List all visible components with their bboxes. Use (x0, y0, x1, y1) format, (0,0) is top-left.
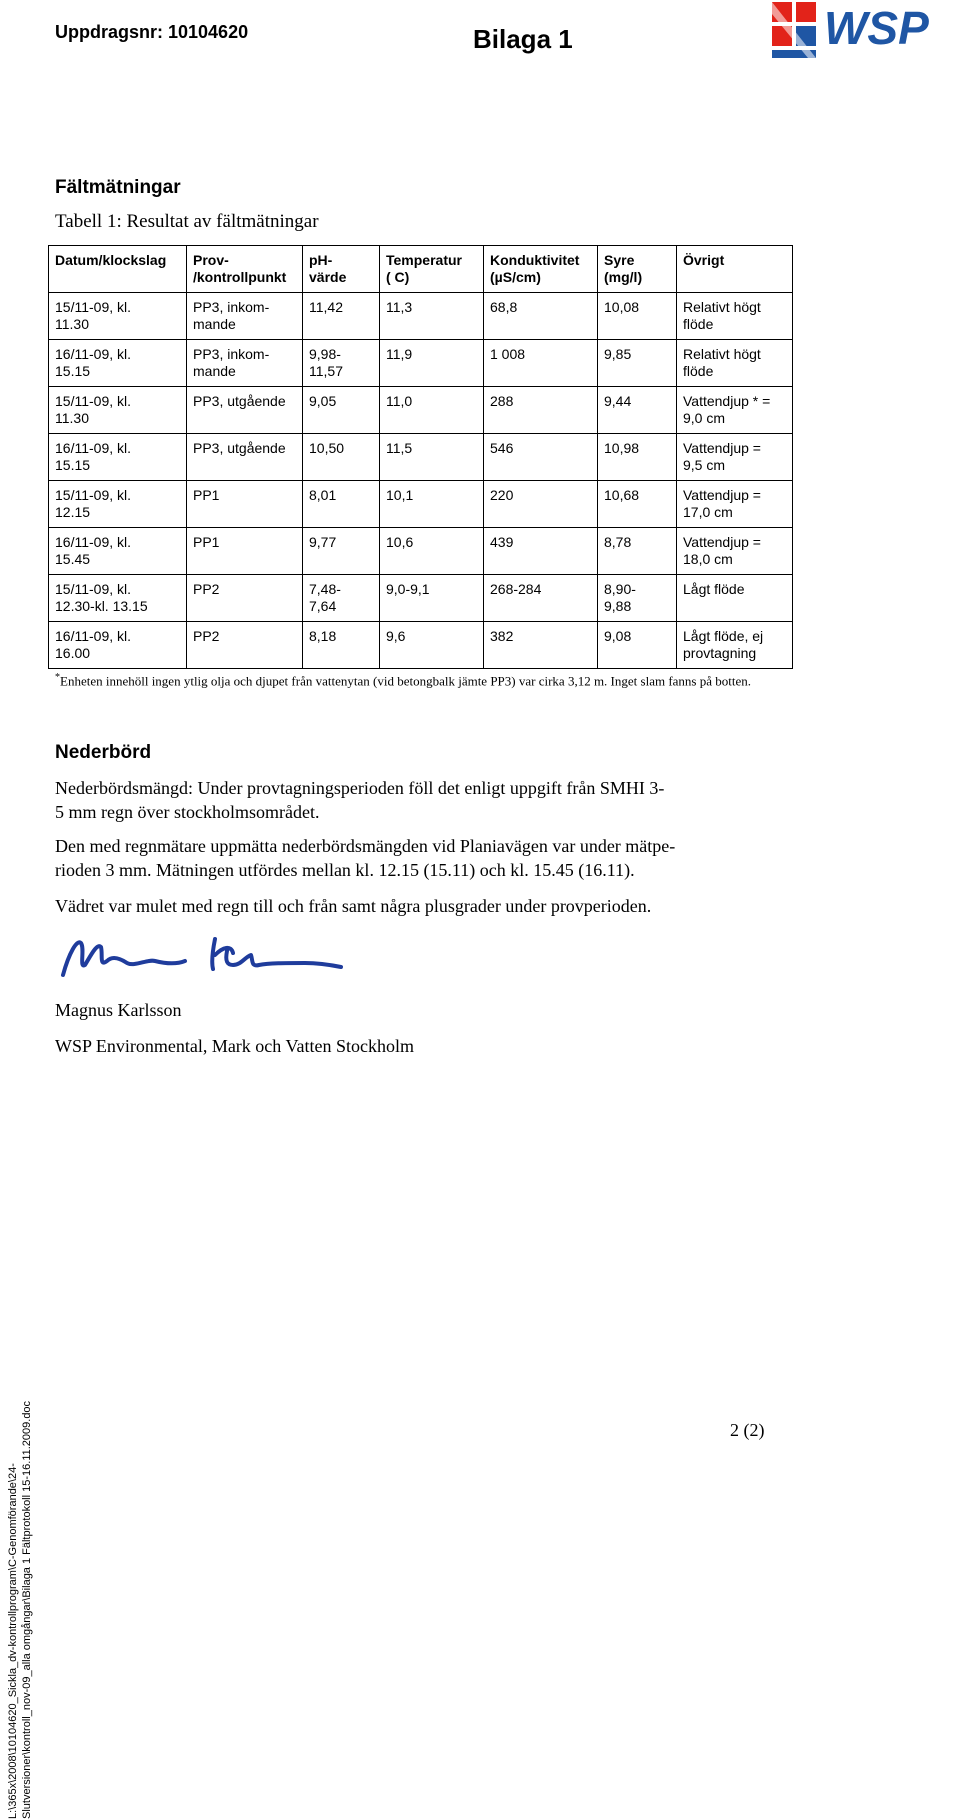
cell-sample-point: PP2 (187, 575, 303, 622)
paragraph-precipitation-amount: Nederbördsmängd: Under provtagningsperioden föll det enligt uppgift från SMHI 3- 5 mm regn över stockholmsområdet. (55, 778, 665, 822)
cell-oxygen: 9,85 (598, 340, 677, 387)
logo-text: WSP (824, 2, 929, 54)
cell-sample-point: PP3, utgående (187, 387, 303, 434)
table-row (49, 481, 793, 528)
col-header-temperature: Temperatur ( C) (380, 246, 484, 293)
cell-temperature: 9,6 (380, 622, 484, 669)
cell-conductivity: 68,8 (484, 293, 598, 340)
assignment-number: Uppdragsnr: 10104620 (55, 22, 249, 42)
cell-sample-point: PP1 (187, 481, 303, 528)
footnote (55, 668, 775, 690)
cell-temperature: 11,9 (380, 340, 484, 387)
col-header-date: Datum/klockslag (49, 246, 187, 293)
table-row (49, 622, 793, 669)
cell-temperature: 11,5 (380, 434, 484, 481)
cell-ph: 10,50 (303, 434, 380, 481)
table-row (49, 340, 793, 387)
table-row (49, 387, 793, 434)
cell-oxygen: 10,98 (598, 434, 677, 481)
cell-conductivity: 546 (484, 434, 598, 481)
precipitation-title: Nederbörd (55, 742, 152, 763)
cell-sample-point: PP3, inkom- mande (187, 293, 303, 340)
cell-oxygen: 8,78 (598, 528, 677, 575)
cell-ph: 8,01 (303, 481, 380, 528)
cell-date: 15/11-09, kl. 12.30-kl. 13.15 (49, 575, 187, 622)
cell-other: Lågt flöde, ej provtagning (677, 622, 793, 669)
page-number: 2 (2) (730, 1420, 765, 1440)
signatory-organization: WSP Environmental, Mark och Vatten Stockholm (55, 1036, 414, 1056)
signatory-name: Magnus Karlsson (55, 1000, 182, 1020)
cell-other: Relativt högt flöde (677, 293, 793, 340)
cell-date: 15/11-09, kl. 11.30 (49, 387, 187, 434)
col-header-other: Övrigt (677, 246, 793, 293)
cell-ph: 8,18 (303, 622, 380, 669)
cell-temperature: 11,0 (380, 387, 484, 434)
handwritten-signature (55, 925, 355, 985)
cell-conductivity: 268-284 (484, 575, 598, 622)
paragraph-rain-gauge: Den med regnmätare uppmätta nederbördsmängden vid Planiavägen var under mätpe- rioden 3 mm. Mätningen utfördes mellan kl. 12.15 (15.11) och kl. 15.45 (16.11). (55, 836, 676, 880)
cell-conductivity: 220 (484, 481, 598, 528)
section-title: Fältmätningar (55, 177, 181, 198)
cell-sample-point: PP1 (187, 528, 303, 575)
cell-date: 15/11-09, kl. 12.15 (49, 481, 187, 528)
cell-date: 16/11-09, kl. 15.15 (49, 340, 187, 387)
cell-other: Vattendjup = 17,0 cm (677, 481, 793, 528)
col-header-ph: pH- värde (303, 246, 380, 293)
cell-temperature: 10,1 (380, 481, 484, 528)
cell-date: 16/11-09, kl. 15.15 (49, 434, 187, 481)
wsp-logo (770, 0, 958, 60)
results-table (48, 245, 793, 669)
cell-conductivity: 1 008 (484, 340, 598, 387)
cell-temperature: 10,6 (380, 528, 484, 575)
document-file-path: L:\365x\2008\10104620_Sickla_dv-kontrollprogram\C-Genomförande\24- Slutversioner\kontroll_nov-09_alla omgångar\Bilaga 1 Fältprotokoll 15-16.11.2009.doc (7, 1400, 33, 1819)
col-header-oxygen: Syre (mg/l) (598, 246, 677, 293)
cell-temperature: 11,3 (380, 293, 484, 340)
cell-sample-point: PP2 (187, 622, 303, 669)
cell-conductivity: 288 (484, 387, 598, 434)
cell-oxygen: 10,08 (598, 293, 677, 340)
cell-conductivity: 439 (484, 528, 598, 575)
cell-other: Vattendjup = 18,0 cm (677, 528, 793, 575)
cell-ph: 9,98- 11,57 (303, 340, 380, 387)
footnote-marker: * (55, 672, 60, 683)
cell-ph: 11,42 (303, 293, 380, 340)
logo-mark-icon (772, 2, 816, 58)
footnote-text: Enheten innehöll ingen ytlig olja och djupet från vattenytan (vid betongbalk jämte PP3) var cirka 3,12 m. Inget slam fanns på botten. (60, 673, 751, 689)
cell-ph: 9,77 (303, 528, 380, 575)
col-header-sample-point: Prov- /kontrollpunkt (187, 246, 303, 293)
cell-oxygen: 8,90- 9,88 (598, 575, 677, 622)
cell-other: Relativt högt flöde (677, 340, 793, 387)
cell-temperature: 9,0-9,1 (380, 575, 484, 622)
col-header-conductivity: Konduktivitet (µS/cm) (484, 246, 598, 293)
cell-ph: 9,05 (303, 387, 380, 434)
cell-sample-point: PP3, inkom- mande (187, 340, 303, 387)
cell-other: Vattendjup = 9,5 cm (677, 434, 793, 481)
paragraph-weather: Vädret var mulet med regn till och från samt några plusgrader under provperioden. (55, 896, 652, 916)
cell-conductivity: 382 (484, 622, 598, 669)
cell-sample-point: PP3, utgående (187, 434, 303, 481)
table-header-row (49, 246, 793, 293)
appendix-label: Bilaga 1 (473, 24, 573, 54)
cell-oxygen: 10,68 (598, 481, 677, 528)
table-row (49, 434, 793, 481)
cell-date: 16/11-09, kl. 16.00 (49, 622, 187, 669)
cell-oxygen: 9,44 (598, 387, 677, 434)
table-row (49, 528, 793, 575)
cell-other: Vattendjup * = 9,0 cm (677, 387, 793, 434)
table-row (49, 293, 793, 340)
cell-date: 16/11-09, kl. 15.45 (49, 528, 187, 575)
cell-date: 15/11-09, kl. 11.30 (49, 293, 187, 340)
table-caption: Tabell 1: Resultat av fältmätningar (55, 211, 319, 232)
cell-other: Lågt flöde (677, 575, 793, 622)
table-row (49, 575, 793, 622)
cell-ph: 7,48- 7,64 (303, 575, 380, 622)
cell-oxygen: 9,08 (598, 622, 677, 669)
